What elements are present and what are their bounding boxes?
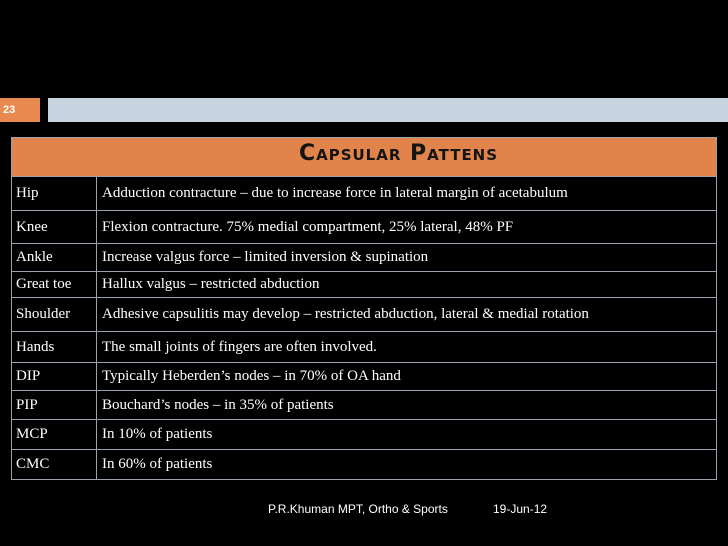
joint-cell: DIP <box>12 363 97 391</box>
joint-cell: PIP <box>12 391 97 420</box>
pattern-cell: Increase valgus force – limited inversion & supination <box>97 244 717 272</box>
table-row <box>12 298 717 332</box>
table-row <box>12 420 717 450</box>
table-row <box>12 272 717 298</box>
table-header-row <box>12 138 717 177</box>
table-row <box>12 211 717 244</box>
pattern-cell: Typically Heberden’s nodes – in 70% of OA hand <box>97 363 717 391</box>
joint-cell: Ankle <box>12 244 97 272</box>
pattern-cell: The small joints of fingers are often involved. <box>97 332 717 363</box>
slide-header-bar <box>48 98 728 122</box>
pattern-cell: Adhesive capsulitis may develop – restricted abduction, lateral & medial rotation <box>97 298 717 332</box>
pattern-cell: In 60% of patients <box>97 450 717 480</box>
table-row <box>12 177 717 211</box>
table-row <box>12 332 717 363</box>
table-row <box>12 450 717 480</box>
table-row <box>12 391 717 420</box>
pattern-cell: Bouchard’s nodes – in 35% of patients <box>97 391 717 420</box>
pattern-cell: Adduction contracture – due to increase force in lateral margin of acetabulum <box>97 177 717 211</box>
pattern-cell: Flexion contracture. 75% medial compartment, 25% lateral, 48% PF <box>97 211 717 244</box>
pattern-cell: Hallux valgus – restricted abduction <box>97 272 717 298</box>
joint-cell: Great toe <box>12 272 97 298</box>
table-row <box>12 363 717 391</box>
joint-cell: CMC <box>12 450 97 480</box>
footer-author: P.R.Khuman MPT, Ortho & Sports <box>268 502 448 516</box>
slide-number: 23 <box>0 98 40 122</box>
table-row <box>12 244 717 272</box>
joint-cell: MCP <box>12 420 97 450</box>
footer-date: 19-Jun-12 <box>493 502 548 516</box>
pattern-cell: In 10% of patients <box>97 420 717 450</box>
joint-cell: Hands <box>12 332 97 363</box>
table-title: Capsular Pattens <box>12 138 717 177</box>
joint-cell: Knee <box>12 211 97 244</box>
joint-cell: Hip <box>12 177 97 211</box>
joint-cell: Shoulder <box>12 298 97 332</box>
capsular-patterns-table <box>11 137 717 480</box>
